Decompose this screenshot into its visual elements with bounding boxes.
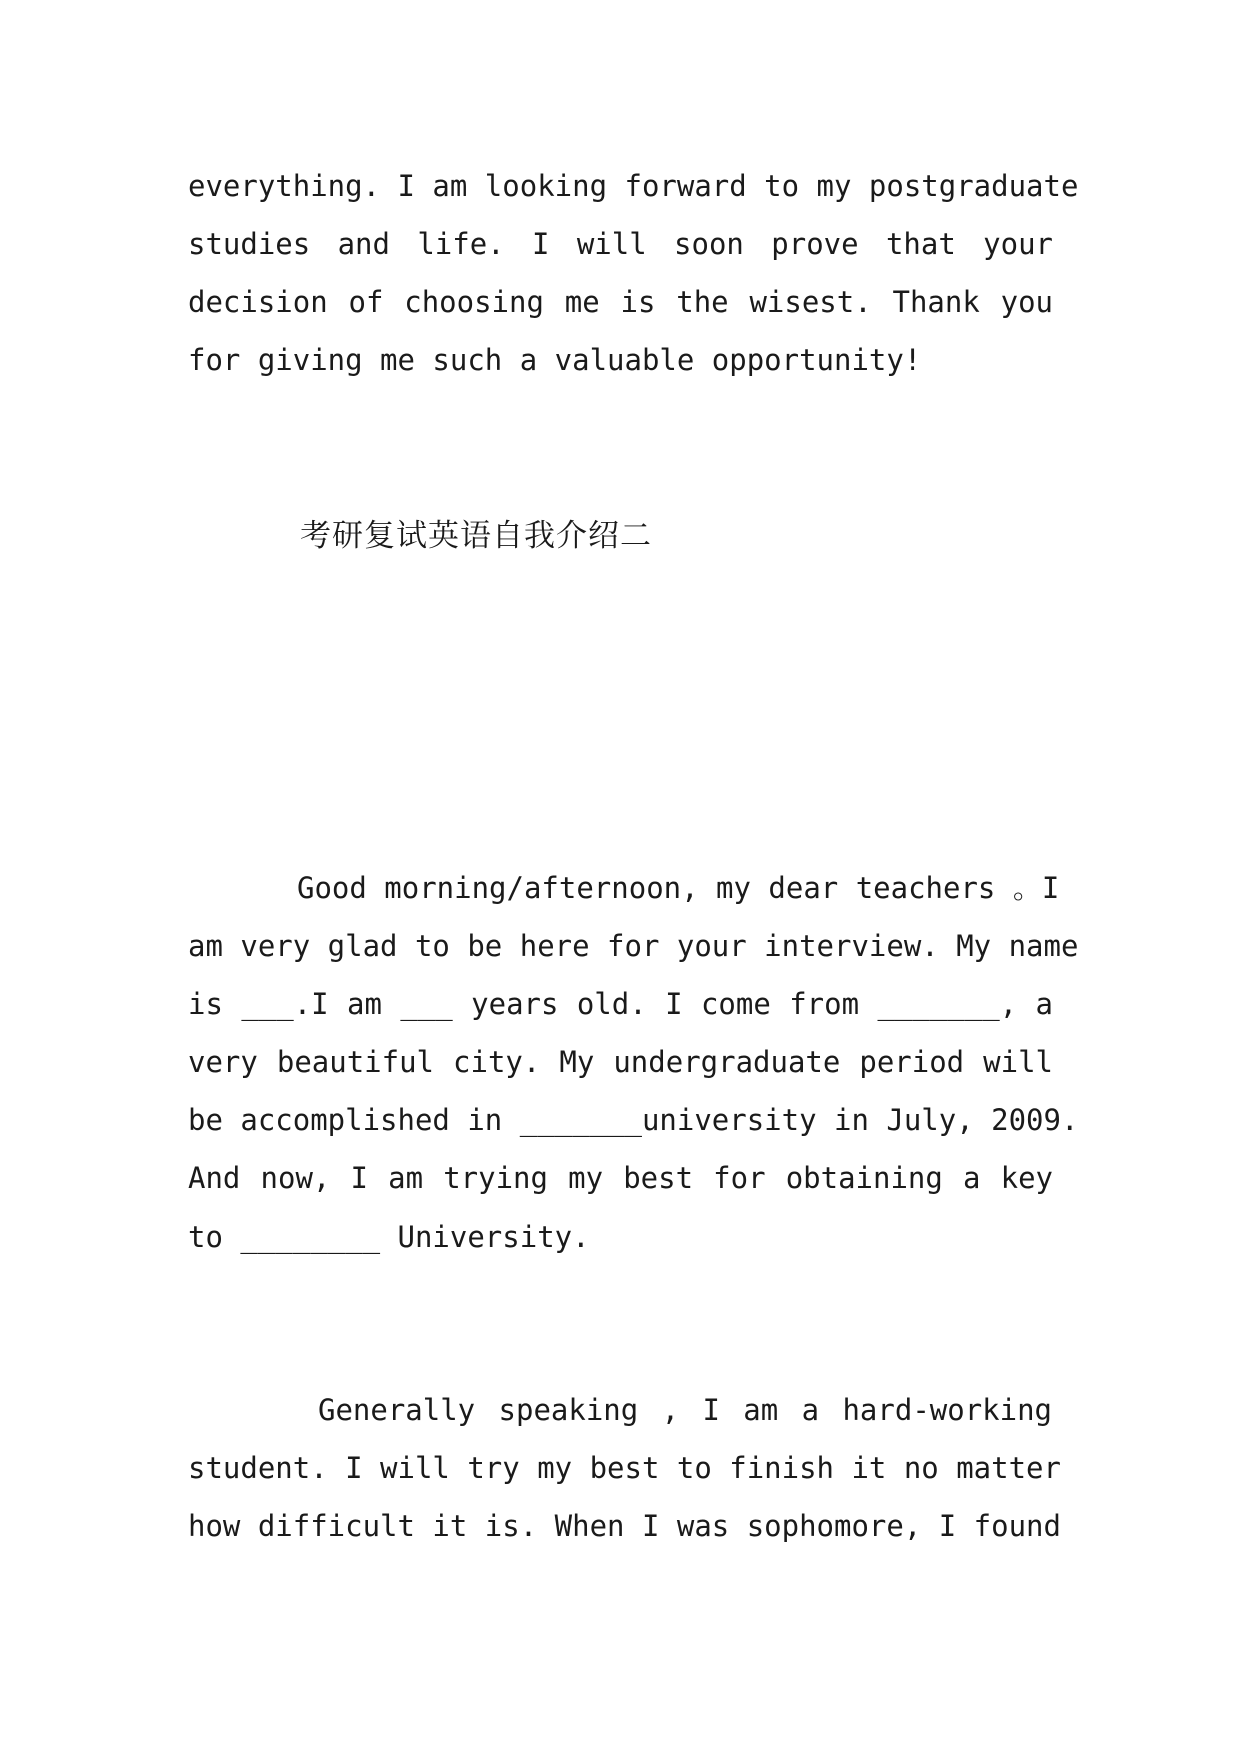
- text-line: be accomplished in _______university in July, 2009.: [188, 1103, 1079, 1137]
- text-line: student. I will try my best to finish it no matter: [188, 1451, 1061, 1485]
- section-heading: 考研复试英语自我介绍二: [300, 518, 652, 554]
- text-line: is ___.I am ___ years old. I come from _______, a: [188, 987, 1053, 1021]
- text-line: very beautiful city. My undergraduate period will: [188, 1045, 1053, 1079]
- text-line: studies and life. I will soon prove that your: [188, 227, 1053, 261]
- text-line: Good morning/afternoon, my dear teachers 。I: [297, 871, 1060, 905]
- text-line: everything. I am looking forward to my postgraduate: [188, 169, 1079, 203]
- text-line: to ________ University.: [188, 1220, 590, 1254]
- text-line: for giving me such a valuable opportunity!: [188, 343, 922, 377]
- text-line: Generally speaking , I am a hard-working: [318, 1393, 1052, 1427]
- text-line: how difficult it is. When I was sophomore, I found: [188, 1509, 1061, 1543]
- text-line: am very glad to be here for your interview. My name: [188, 929, 1079, 963]
- text-line: decision of choosing me is the wisest. Thank you: [188, 285, 1053, 319]
- text-line: And now, I am trying my best for obtaining a key: [188, 1161, 1053, 1195]
